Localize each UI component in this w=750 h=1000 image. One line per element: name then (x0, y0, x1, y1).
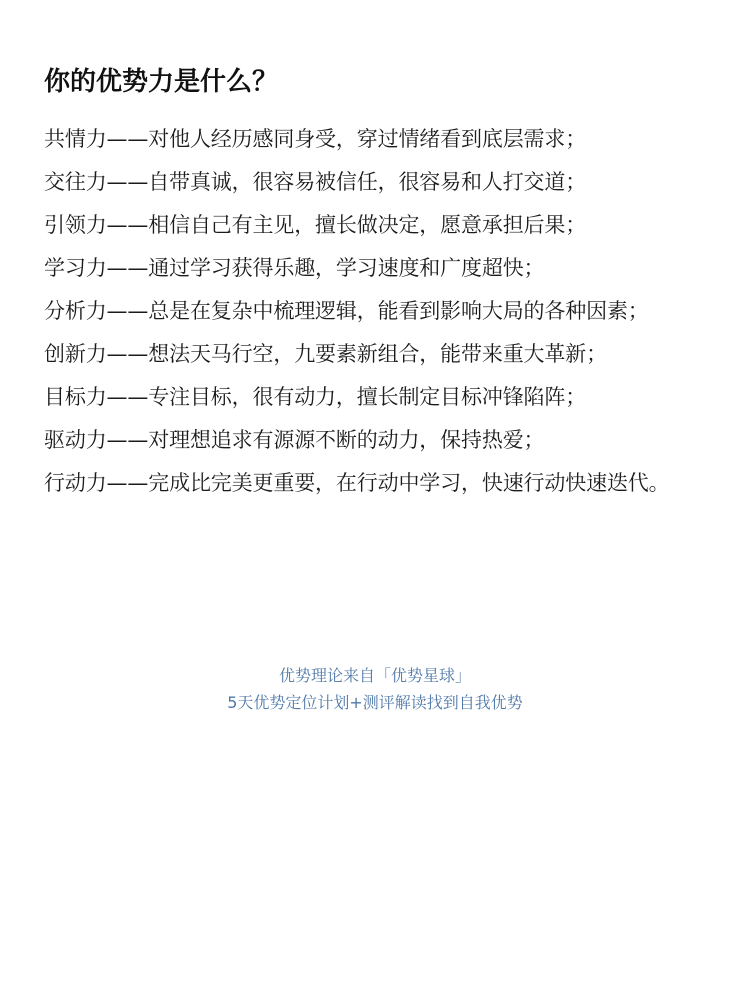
list-item-communication: 交往力——自带真诚，很容易被信任，很容易和人打交道； (44, 170, 587, 194)
footer-plan-line: 5天优势定位计划+测评解读找到自我优势 (227, 693, 523, 712)
list-item-analysis: 分析力——总是在复杂中梳理逻辑，能看到影响大局的各种因素； (44, 299, 649, 323)
source-footer (0, 662, 750, 716)
list-item-innovation: 创新力——想法天马行空，九要素新组合，能带来重大革新； (44, 342, 607, 366)
list-item-empathy: 共情力——对他人经历感同身受，穿过情绪看到底层需求； (44, 127, 587, 151)
list-item-drive: 驱动力——对理想追求有源源不断的动力，保持热爱； (44, 428, 545, 452)
list-item-leadership: 引领力——相信自己有主见，擅长做决定，愿意承担后果； (44, 213, 587, 237)
page-title: 你的优势力是什么？ (44, 67, 279, 97)
list-item-goal: 目标力——专注目标，很有动力，擅长制定目标冲锋陷阵； (44, 385, 587, 409)
footer-source-line: 优势理论来自「优势星球」 (278, 666, 471, 685)
strengths-list (44, 118, 724, 505)
list-item-action: 行动力——完成比完美更重要，在行动中学习，快速行动快速迭代。 (44, 471, 670, 495)
list-item-learning: 学习力——通过学习获得乐趣，学习速度和广度超快； (44, 256, 545, 280)
